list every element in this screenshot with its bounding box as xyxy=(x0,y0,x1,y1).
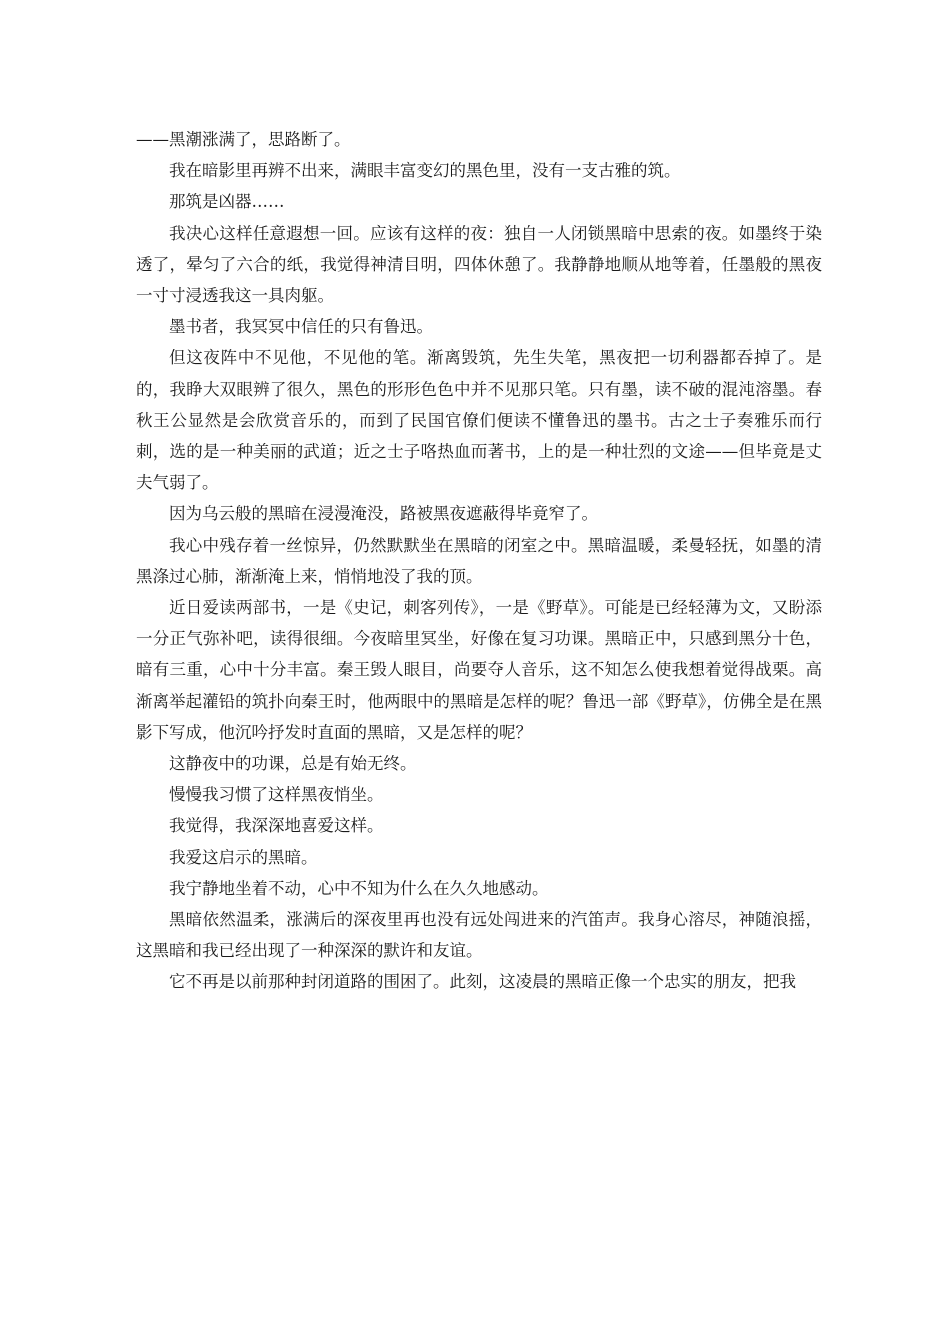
paragraph: 我心中残存着一丝惊异，仍然默默坐在黑暗的闭室之中。黑暗温暖，柔曼轻抚，如墨的清黑涤过心肺，渐渐淹上来，悄悄地没了我的顶。 xyxy=(136,535,822,586)
paragraph: 但这夜阵中不见他，不见他的笔。渐离毁筑，先生失笔，黑夜把一切利器都吞掉了。是的，我睁大双眼辨了很久，黑色的形形色色中并不见那只笔。只有墨，读不破的混沌溶墨。春秋王公显然是会欣赏音乐的，而到了民国官僚们便读不懂鲁迅的墨书。古之士子奏雅乐而行刺，选的是一种美丽的武道；近之士子咯热血而著书，上的是一种壮烈的文途——但毕竟是丈夫气弱了。 xyxy=(136,348,822,493)
paragraph: 我决心这样任意遐想一回。应该有这样的夜：独自一人闭锁黑暗中思索的夜。如墨终于染透了，晕匀了六合的纸，我觉得神清目明，四体休憩了。我静静地顺从地等着，任墨般的黑夜一寸寸浸透我这一具肉躯。 xyxy=(136,223,822,306)
paragraph: 因为乌云般的黑暗在浸漫淹没，路被黑夜遮蔽得毕竟窄了。 xyxy=(169,504,598,524)
paragraph: 近日爱读两部书，一是《史记，刺客列传》，一是《野草》。可能是已经轻薄为文，又盼添一分正气弥补吧，读得很细。今夜暗里冥坐，好像在复习功课。黑暗正中，只感到黑分十色，暗有三重，心中十分丰富。秦王毁人眼目，尚要夺人音乐，这不知怎么使我想着觉得战栗。高渐离举起灌铅的筑扑向秦王时，他两眼中的黑暗是怎样的呢？鲁迅一部《野草》，仿佛全是在黑影下写成，他沉吟抒发时直面的黑暗，又是怎样的呢？ xyxy=(136,598,822,742)
paragraph: 我觉得，我深深地喜爱这样。 xyxy=(169,816,384,836)
paragraph: 它不再是以前那种封闭道路的围困了。此刻，这凌晨的黑暗正像一个忠实的朋友，把我 xyxy=(169,972,796,992)
paragraph: 黑暗依然温柔，涨满后的深夜里再也没有远处闯进来的汽笛声。我身心溶尽，神随浪摇，这黑暗和我已经出现了一种深深的默许和友谊。 xyxy=(136,910,822,961)
paragraph: 慢慢我习惯了这样黑夜悄坐。 xyxy=(169,785,384,805)
paragraph: 这静夜中的功课，总是有始无终。 xyxy=(169,754,417,774)
paragraph: 我爱这启示的黑暗。 xyxy=(169,847,318,867)
paragraph: 我在暗影里再辨不出来，满眼丰富变幻的黑色里，没有一支古雅的筑。 xyxy=(169,161,681,181)
paragraph: 那筑是凶器…… xyxy=(169,192,285,212)
paragraph: ——黑潮涨满了，思路断了。 xyxy=(136,130,351,149)
paragraph: 我宁静地坐着不动，心中不知为什么在久久地感动。 xyxy=(169,878,549,898)
article-body xyxy=(136,124,822,998)
paragraph: 墨书者，我冥冥中信任的只有鲁迅。 xyxy=(169,317,433,337)
